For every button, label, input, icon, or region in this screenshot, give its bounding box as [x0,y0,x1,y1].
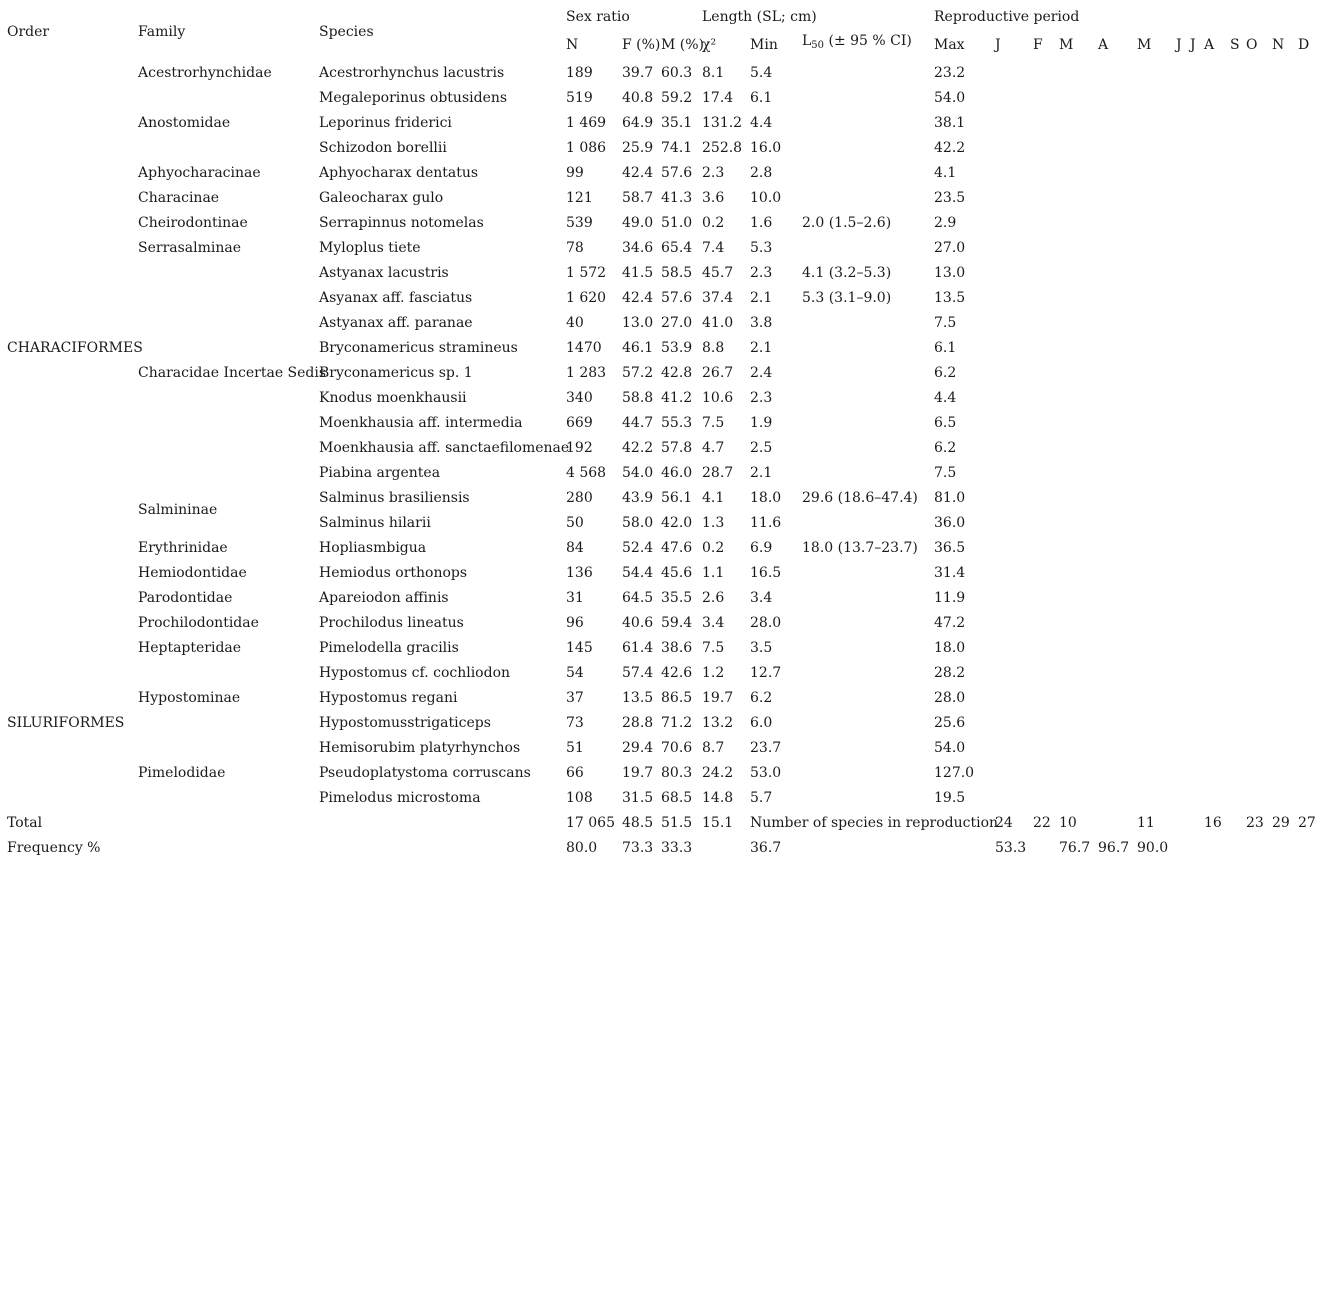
f-pct-cell: 19.7 [622,765,654,781]
min-length-cell: 2.4 [750,365,773,381]
n-cell: 4 568 [566,465,607,481]
header-n: N [566,37,579,53]
chi2-cell: 28.7 [702,465,734,481]
f-pct-cell: 44.7 [622,415,654,431]
f-pct-cell: 42.4 [622,165,654,181]
month-count: 10 [1059,815,1077,831]
chi2-cell: 1.2 [702,665,725,681]
chi2-cell: 131.2 [702,115,743,131]
header-month-feb: F [1033,37,1043,53]
min-length-cell: 6.0 [750,715,773,731]
min-length-cell: 1.9 [750,415,773,431]
n-cell: 340 [566,390,593,406]
m-pct-cell: 80.3 [661,765,693,781]
min-length-cell: 2.1 [750,290,773,306]
f-pct-cell: 52.4 [622,540,654,556]
chi2-cell: 252.8 [702,140,743,156]
n-cell: 84 [566,540,584,556]
species-cell: Megaleporinus obtusidens [319,90,508,106]
header-month-apr: A [1098,37,1109,53]
n-cell: 54 [566,665,584,681]
min-length-cell: 16.0 [750,140,782,156]
chi2-cell: 8.7 [702,740,725,756]
family-cell: Characinae [138,190,220,206]
species-cell: Myloplus tiete [319,240,421,256]
min-length-cell: 6.1 [750,90,773,106]
n-cell: 145 [566,640,593,656]
order-cell: SILURIFORMES [7,715,125,731]
max-length-cell: 6.2 [934,365,957,381]
m-pct-cell: 27.0 [661,315,693,331]
f-pct-cell: 39.7 [622,65,654,81]
header-l50 [802,32,912,55]
max-length-cell: 36.5 [934,540,966,556]
species-cell: Bryconamericus sp. 1 [319,365,473,381]
species-in-reproduction-label: Number of species in reproduction [750,815,999,831]
f-pct-cell: 57.2 [622,365,654,381]
chi2-cell: 8.1 [702,65,725,81]
l50-cell: 5.3 (3.1–9.0) [802,290,892,306]
species-cell: Hypostomusstrigaticeps [319,715,491,731]
family-salmininae: Salmininae [138,502,218,518]
month-count: 22 [1033,815,1051,831]
m-pct-cell: 45.6 [661,565,693,581]
chi2-cell: 7.5 [702,415,725,431]
frequency-n: 80.0 [566,840,598,856]
max-length-cell: 6.2 [934,440,957,456]
species-cell: Leporinus friderici [319,115,452,131]
m-pct-cell: 57.8 [661,440,693,456]
species-cell: Astyanax lacustris [319,265,449,281]
m-pct-cell: 70.6 [661,740,693,756]
f-pct-cell: 34.6 [622,240,654,256]
min-length-cell: 5.4 [750,65,773,81]
family-cell: Heptapteridae [138,640,242,656]
header-length: Length (SL; cm) [702,9,817,25]
max-length-cell: 38.1 [934,115,966,131]
f-pct-cell: 58.0 [622,515,654,531]
m-pct-cell: 41.3 [661,190,693,206]
header-month-jan: J [995,37,1001,53]
chi2-cell: 0.2 [702,540,725,556]
species-cell: Moenkhausia aff. sanctaefilomenae [319,440,570,456]
species-cell: Moenkhausia aff. intermedia [319,415,523,431]
chi2-cell: 1.3 [702,515,725,531]
m-pct-cell: 38.6 [661,640,693,656]
family-cell: Acestrorhynchidae [138,65,272,81]
species-cell: Hypostomus cf. cochliodon [319,665,511,681]
chi2-cell: 4.1 [702,490,725,506]
m-pct-cell: 42.0 [661,515,693,531]
min-length-cell: 3.5 [750,640,773,656]
header-month-may: M [1137,37,1152,53]
n-cell: 669 [566,415,593,431]
family-cell: Aphyocharacinae [138,165,261,181]
f-pct-cell: 54.0 [622,465,654,481]
max-length-cell: 54.0 [934,90,966,106]
chi2-cell: 2.6 [702,590,725,606]
frequency-month: 96.7 [1098,840,1130,856]
max-length-cell: 6.5 [934,415,957,431]
chi2-cell: 19.7 [702,690,734,706]
chi2-cell: 37.4 [702,290,734,306]
month-count: 24 [995,815,1013,831]
f-pct-cell: 13.0 [622,315,654,331]
min-length-cell: 2.8 [750,165,773,181]
chi2-cell: 45.7 [702,265,734,281]
max-length-cell: 6.1 [934,340,957,356]
max-length-cell: 54.0 [934,740,966,756]
n-cell: 1 572 [566,265,607,281]
n-cell: 108 [566,790,593,806]
l50-cell: 18.0 (13.7–23.7) [802,540,918,556]
min-length-cell: 16.5 [750,565,782,581]
f-pct-cell: 42.2 [622,440,654,456]
m-pct-cell: 68.5 [661,790,693,806]
header-month-nov: N [1272,37,1285,53]
max-length-cell: 28.2 [934,665,966,681]
chi2-cell: 7.4 [702,240,725,256]
header-l50-main: L [802,33,812,49]
n-cell: 189 [566,65,593,81]
f-pct-cell: 58.7 [622,190,654,206]
frequency-month: 90.0 [1137,840,1169,856]
chi2-cell: 8.8 [702,340,725,356]
n-cell: 40 [566,315,584,331]
header-family: Family [138,24,186,40]
family-cell: Characidae Incertae Sedis [138,365,327,381]
f-pct-cell: 40.8 [622,90,654,106]
n-cell: 51 [566,740,584,756]
f-pct-cell: 46.1 [622,340,654,356]
n-cell: 1 283 [566,365,607,381]
species-cell: Pimelodus microstoma [319,790,481,806]
m-pct-cell: 53.9 [661,340,693,356]
min-length-cell: 2.1 [750,465,773,481]
m-pct-cell: 55.3 [661,415,693,431]
f-pct-cell: 61.4 [622,640,654,656]
chi2-cell: 17.4 [702,90,734,106]
header-l50-ci: (± 95 % CI) [824,33,912,49]
chi2-cell: 3.4 [702,615,725,631]
min-length-cell: 5.3 [750,240,773,256]
species-cell: Acestrorhynchus lacustris [319,65,505,81]
max-length-cell: 25.6 [934,715,966,731]
min-length-cell: 6.9 [750,540,773,556]
frequency-m: 33.3 [661,840,693,856]
l50-cell: 2.0 (1.5–2.6) [802,215,892,231]
n-cell: 99 [566,165,584,181]
f-pct-cell: 43.9 [622,490,654,506]
f-pct-cell: 28.8 [622,715,654,731]
m-pct-cell: 71.2 [661,715,693,731]
f-pct-cell: 42.4 [622,290,654,306]
m-pct-cell: 74.1 [661,140,693,156]
max-length-cell: 7.5 [934,315,957,331]
max-length-cell: 23.5 [934,190,966,206]
m-pct-cell: 47.6 [661,540,693,556]
min-length-cell: 6.2 [750,690,773,706]
chi2-cell: 3.6 [702,190,725,206]
max-length-cell: 81.0 [934,490,966,506]
min-length-cell: 23.7 [750,740,782,756]
header-species: Species [319,24,374,40]
n-cell: 1 469 [566,115,607,131]
total-m: 51.5 [661,815,693,831]
n-cell: 136 [566,565,593,581]
chi2-cell: 4.7 [702,440,725,456]
header-sex-ratio: Sex ratio [566,9,630,25]
month-count: 16 [1204,815,1222,831]
header-m-pct: M (%) [661,37,705,53]
species-cell: Salminus brasiliensis [319,490,470,506]
species-cell: Asyanax aff. fasciatus [319,290,473,306]
month-count: 11 [1137,815,1155,831]
chi2-cell: 1.1 [702,565,725,581]
n-cell: 50 [566,515,584,531]
max-length-cell: 42.2 [934,140,966,156]
species-cell: Pimelodella gracilis [319,640,459,656]
species-cell: Salminus hilarii [319,515,431,531]
chi2-cell: 26.7 [702,365,734,381]
species-cell: Piabina argentea [319,465,441,481]
f-pct-cell: 41.5 [622,265,654,281]
family-cell: Parodontidae [138,590,233,606]
family-cell: Erythrinidae [138,540,228,556]
species-cell: Prochilodus lineatus [319,615,464,631]
header-l50-sub: 50 [811,40,825,51]
n-cell: 66 [566,765,584,781]
chi2-cell: 10.6 [702,390,734,406]
f-pct-cell: 58.8 [622,390,654,406]
total-label: Total [7,815,43,831]
m-pct-cell: 59.4 [661,615,693,631]
chi2-cell: 14.8 [702,790,734,806]
species-cell: Hemisorubim platyrhynchos [319,740,521,756]
max-length-cell: 36.0 [934,515,966,531]
m-pct-cell: 86.5 [661,690,693,706]
header-month-jun: J [1176,37,1182,53]
n-cell: 280 [566,490,593,506]
min-length-cell: 3.8 [750,315,773,331]
frequency-month: 53.3 [995,840,1027,856]
species-cell: Bryconamericus stramineus [319,340,518,356]
frequency-label: Frequency % [7,840,101,856]
family-cell: Pimelodidae [138,765,226,781]
max-length-cell: 31.4 [934,565,966,581]
min-length-cell: 12.7 [750,665,782,681]
header-chi2: χ² [702,37,717,53]
family-cell: Cheirodontinae [138,215,248,231]
n-cell: 121 [566,190,593,206]
n-cell: 539 [566,215,593,231]
chi2-cell: 24.2 [702,765,734,781]
min-length-cell: 1.6 [750,215,773,231]
m-pct-cell: 56.1 [661,490,693,506]
max-length-cell: 19.5 [934,790,966,806]
total-chi2: 15.1 [702,815,734,831]
month-count: 23 [1246,815,1264,831]
max-length-cell: 18.0 [934,640,966,656]
min-length-cell: 10.0 [750,190,782,206]
n-cell: 78 [566,240,584,256]
max-length-cell: 127.0 [934,765,975,781]
f-pct-cell: 25.9 [622,140,654,156]
max-length-cell: 27.0 [934,240,966,256]
header-month-oct: O [1246,37,1258,53]
family-cell: Serrasalminae [138,240,242,256]
species-cell: Aphyocharax dentatus [319,165,479,181]
family-cell: Prochilodontidae [138,615,259,631]
n-cell: 73 [566,715,584,731]
frequency-f: 73.3 [622,840,654,856]
m-pct-cell: 35.5 [661,590,693,606]
species-cell: Serrapinnus notomelas [319,215,484,231]
m-pct-cell: 60.3 [661,65,693,81]
chi2-cell: 7.5 [702,640,725,656]
f-pct-cell: 40.6 [622,615,654,631]
family-cell: Anostomidae [138,115,231,131]
m-pct-cell: 35.1 [661,115,693,131]
max-length-cell: 7.5 [934,465,957,481]
m-pct-cell: 57.6 [661,165,693,181]
family-cell: Hemiodontidae [138,565,247,581]
frequency-min: 36.7 [750,840,782,856]
frequency-month: 76.7 [1059,840,1091,856]
chi2-cell: 41.0 [702,315,734,331]
f-pct-cell: 64.9 [622,115,654,131]
min-length-cell: 5.7 [750,790,773,806]
species-cell: Pseudoplatystoma corruscans [319,765,531,781]
n-cell: 37 [566,690,584,706]
f-pct-cell: 54.4 [622,565,654,581]
family-cell: Hypostominae [138,690,241,706]
min-length-cell: 18.0 [750,490,782,506]
f-pct-cell: 49.0 [622,215,654,231]
header-month-jul: J [1190,37,1196,53]
max-length-cell: 4.4 [934,390,957,406]
min-length-cell: 2.3 [750,265,773,281]
header-month-dec: D [1298,37,1310,53]
total-n: 17 065 [566,815,615,831]
n-cell: 1470 [566,340,602,356]
max-length-cell: 47.2 [934,615,966,631]
min-length-cell: 2.5 [750,440,773,456]
f-pct-cell: 29.4 [622,740,654,756]
header-month-mar: M [1059,37,1074,53]
n-cell: 1 086 [566,140,607,156]
n-cell: 1 620 [566,290,607,306]
species-cell: Hemiodus orthonops [319,565,468,581]
n-cell: 31 [566,590,584,606]
chi2-cell: 2.3 [702,165,725,181]
l50-cell: 4.1 (3.2–5.3) [802,265,892,281]
header-month-aug: A [1204,37,1215,53]
n-cell: 96 [566,615,584,631]
total-f: 48.5 [622,815,654,831]
species-cell: Galeocharax gulo [319,190,444,206]
m-pct-cell: 51.0 [661,215,693,231]
f-pct-cell: 31.5 [622,790,654,806]
chi2-cell: 0.2 [702,215,725,231]
chi2-cell: 13.2 [702,715,734,731]
max-length-cell: 4.1 [934,165,957,181]
m-pct-cell: 57.6 [661,290,693,306]
min-length-cell: 11.6 [750,515,782,531]
header-max: Max [934,37,965,53]
m-pct-cell: 65.4 [661,240,693,256]
species-cell: Hypostomus regani [319,690,458,706]
max-length-cell: 11.9 [934,590,966,606]
min-length-cell: 3.4 [750,590,773,606]
m-pct-cell: 58.5 [661,265,693,281]
header-f-pct: F (%) [622,37,661,53]
f-pct-cell: 64.5 [622,590,654,606]
f-pct-cell: 57.4 [622,665,654,681]
species-cell: Hopliasmbigua [319,540,427,556]
species-cell: Astyanax aff. paranae [319,315,473,331]
max-length-cell: 28.0 [934,690,966,706]
species-cell: Schizodon borellii [319,140,447,156]
min-length-cell: 2.3 [750,390,773,406]
species-cell: Apareiodon affinis [319,590,449,606]
order-cell: CHARACIFORMES [7,340,143,356]
m-pct-cell: 42.6 [661,665,693,681]
m-pct-cell: 42.8 [661,365,693,381]
header-order: Order [7,24,50,40]
min-length-cell: 4.4 [750,115,773,131]
m-pct-cell: 59.2 [661,90,693,106]
max-length-cell: 2.9 [934,215,957,231]
header-reproductive-period: Reproductive period [934,9,1080,25]
header-month-sep: S [1230,37,1240,53]
species-cell: Knodus moenkhausii [319,390,467,406]
header-min: Min [750,37,778,53]
f-pct-cell: 13.5 [622,690,654,706]
max-length-cell: 13.0 [934,265,966,281]
n-cell: 192 [566,440,593,456]
month-count: 27 [1298,815,1316,831]
min-length-cell: 2.1 [750,340,773,356]
n-cell: 519 [566,90,593,106]
month-count: 29 [1272,815,1290,831]
m-pct-cell: 41.2 [661,390,693,406]
m-pct-cell: 46.0 [661,465,693,481]
max-length-cell: 13.5 [934,290,966,306]
l50-cell: 29.6 (18.6–47.4) [802,490,918,506]
min-length-cell: 53.0 [750,765,782,781]
min-length-cell: 28.0 [750,615,782,631]
max-length-cell: 23.2 [934,65,966,81]
